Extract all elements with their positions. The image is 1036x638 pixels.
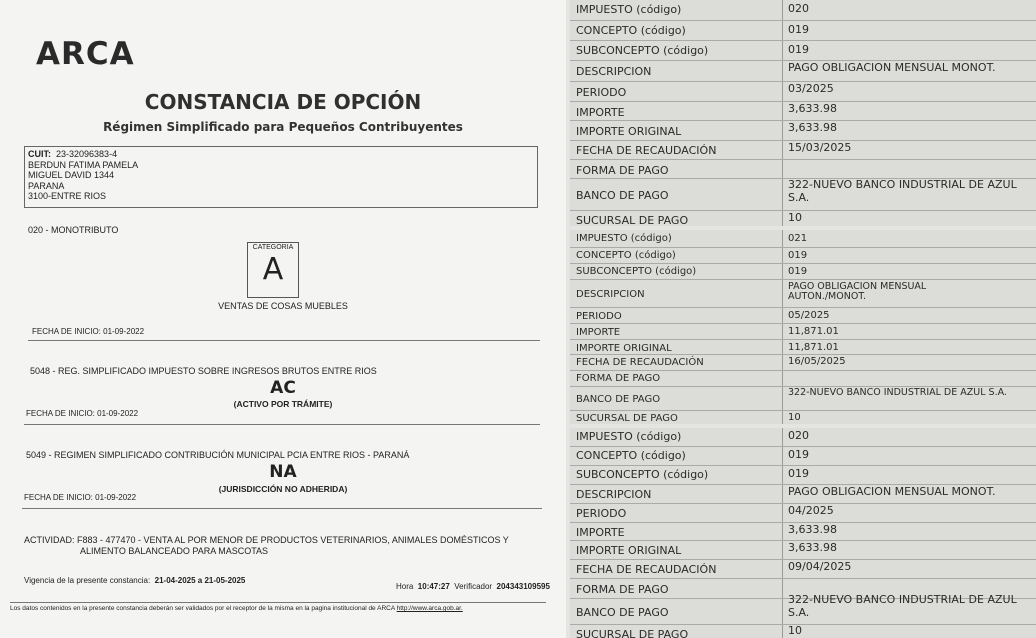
label-periodo: PERIODO <box>576 311 622 322</box>
label-subconcepto: SUBCONCEPTO (código) <box>576 44 709 57</box>
start-date-3: FECHA DE INICIO: 01-09-2022 <box>24 493 137 502</box>
hora-value: 10:47:27 <box>417 582 450 591</box>
document-title: CONSTANCIA DE OPCIÓN <box>144 90 422 114</box>
row-descripcion <box>570 484 1036 504</box>
label-periodo: PERIODO <box>576 86 627 99</box>
footer-note <box>10 605 463 612</box>
divider <box>24 424 540 425</box>
value-banco: 322-NUEVO BANCO INDUSTRIAL DE AZUL S.A. <box>788 593 1017 619</box>
row-concepto <box>570 247 1036 264</box>
value-sucursal: 10 <box>788 211 802 224</box>
row-fecha <box>570 140 1036 160</box>
payment-receipt-1 <box>570 0 1036 226</box>
label-impuesto: IMPUESTO (código) <box>576 3 682 16</box>
row-subconcepto <box>570 263 1036 280</box>
label-fecha: FECHA DE RECAUDACIÓN <box>576 357 704 368</box>
value-periodo: 03/2025 <box>788 82 834 95</box>
validity-value: 21-04-2025 a 21-05-2025 <box>154 576 246 585</box>
row-concepto <box>570 20 1036 41</box>
arca-logo: ARCA <box>36 36 135 72</box>
value-periodo: 04/2025 <box>788 504 834 517</box>
hora-verificador <box>396 582 550 591</box>
label-impuesto: IMPUESTO (código) <box>576 430 682 443</box>
value-impuesto: 021 <box>788 233 808 244</box>
start-date-2: FECHA DE INICIO: 01-09-2022 <box>26 409 139 418</box>
label-banco: BANCO DE PAGO <box>576 189 669 202</box>
verificador-value: 204343109595 <box>496 582 550 591</box>
row-importe-original <box>570 120 1036 141</box>
row-sucursal <box>570 210 1036 226</box>
taxpayer-city: PARANA <box>28 180 65 191</box>
value-banco: 322-NUEVO BANCO INDUSTRIAL DE AZUL S.A. <box>788 178 1017 204</box>
label-banco: BANCO DE PAGO <box>576 606 669 619</box>
row-importe <box>570 101 1036 121</box>
value-fecha: 09/04/2025 <box>788 560 852 573</box>
row-sucursal <box>570 624 1036 638</box>
row-importe-original <box>570 339 1036 355</box>
value-subconcepto: 019 <box>788 266 808 277</box>
label-importe-original: IMPORTE ORIGINAL <box>576 343 672 354</box>
label-importe: IMPORTE <box>576 526 625 539</box>
value-importe-original: 11,871.01 <box>788 342 839 353</box>
taxpayer-address: MIGUEL DAVID 1344 <box>28 170 115 180</box>
row-fecha <box>570 559 1036 579</box>
value-importe-original: 3,633.98 <box>788 541 837 554</box>
payment-receipt-2 <box>570 230 1036 424</box>
value-concepto: 019 <box>788 23 809 36</box>
label-concepto: CONCEPTO (código) <box>576 449 686 462</box>
regime-3-code: NA <box>269 462 297 482</box>
row-banco <box>570 178 1036 211</box>
row-impuesto <box>570 428 1036 446</box>
regime-2: 5048 - REG. SIMPLIFICADO IMPUESTO SOBRE INGRESOS BRUTOS ENTRE RIOS <box>30 366 377 376</box>
value-concepto: 019 <box>788 250 808 261</box>
label-descripcion: DESCRIPCION <box>576 488 652 501</box>
label-fecha: FECHA DE RECAUDACIÓN <box>576 144 717 157</box>
row-banco <box>570 593 1036 625</box>
value-fecha: 16/05/2025 <box>788 356 846 367</box>
value-fecha: 15/03/2025 <box>788 141 852 154</box>
row-periodo <box>570 81 1036 102</box>
row-importe <box>570 323 1036 340</box>
row-importe <box>570 522 1036 541</box>
label-concepto: CONCEPTO (código) <box>576 250 676 261</box>
label-impuesto: IMPUESTO (código) <box>576 233 672 244</box>
value-importe-original: 3,633.98 <box>788 121 837 134</box>
divider <box>22 508 542 509</box>
label-forma: FORMA DE PAGO <box>576 583 669 596</box>
value-banco: 322-NUEVO BANCO INDUSTRIAL DE AZUL S.A. <box>788 387 1007 398</box>
row-descripcion <box>570 60 1036 82</box>
category-value: A <box>262 252 284 287</box>
value-importe: 11,871.01 <box>788 326 839 337</box>
hora-label: Hora <box>396 582 414 591</box>
value-periodo: 05/2025 <box>788 310 830 321</box>
validity-label: Vigencia de la presente constancia: <box>24 576 151 585</box>
value-impuesto: 020 <box>788 2 809 15</box>
row-banco <box>570 386 1036 411</box>
regime-2-desc: (ACTIVO POR TRÁMITE) <box>233 399 333 409</box>
start-date-1: FECHA DE INICIO: 01-09-2022 <box>32 327 145 336</box>
validity <box>24 576 245 585</box>
value-importe: 3,633.98 <box>788 102 837 115</box>
taxpayer-box <box>24 146 538 208</box>
label-sucursal: SUCURSAL DE PAGO <box>576 628 689 638</box>
regime-label: 020 - MONOTRIBUTO <box>28 225 119 235</box>
cuit-label: CUIT: <box>28 149 51 159</box>
label-importe: IMPORTE <box>576 106 625 119</box>
footer-url[interactable]: http://www.arca.gob.ar. <box>396 605 463 612</box>
label-sucursal: SUCURSAL DE PAGO <box>576 413 678 424</box>
label-forma: FORMA DE PAGO <box>576 373 661 384</box>
category-box <box>247 242 299 298</box>
category-label: CATEGORIA <box>252 244 294 251</box>
value-sucursal: 10 <box>788 412 801 423</box>
row-subconcepto <box>570 40 1036 61</box>
row-periodo <box>570 503 1036 523</box>
cuit-value: 23-32096383-4 <box>56 149 118 159</box>
value-descripcion: PAGO OBLIGACION MENSUAL MONOT. <box>788 485 996 498</box>
activity-type: VENTAS DE COSAS MUEBLES <box>218 301 348 311</box>
row-forma <box>570 159 1036 179</box>
payment-receipt-3 <box>570 428 1036 638</box>
label-forma: FORMA DE PAGO <box>576 164 669 177</box>
label-fecha: FECHA DE RECAUDACIÓN <box>576 563 717 576</box>
taxpayer-province: 3100-ENTRE RIOS <box>28 191 107 201</box>
verificador-label: Verificador <box>454 582 493 591</box>
label-subconcepto: SUBCONCEPTO (código) <box>576 266 697 277</box>
value-subconcepto: 019 <box>788 43 809 56</box>
row-concepto <box>570 446 1036 466</box>
label-concepto: CONCEPTO (código) <box>576 24 686 37</box>
row-impuesto <box>570 230 1036 246</box>
row-impuesto <box>570 0 1036 19</box>
label-subconcepto: SUBCONCEPTO (código) <box>576 468 709 481</box>
value-impuesto: 020 <box>788 429 809 442</box>
label-periodo: PERIODO <box>576 507 627 520</box>
regime-3-desc: (JURISDICCIÓN NO ADHERIDA) <box>218 484 348 494</box>
value-descripcion: PAGO OBLIGACION MENSUAL AUTON./MONOT. <box>788 281 927 302</box>
divider <box>28 340 540 341</box>
value-importe: 3,633.98 <box>788 523 837 536</box>
value-concepto: 019 <box>788 448 809 461</box>
value-sucursal: 10 <box>788 624 802 637</box>
row-importe-original <box>570 540 1036 560</box>
label-importe: IMPORTE <box>576 327 621 338</box>
regime-2-code: AC <box>270 378 296 398</box>
row-subconcepto <box>570 465 1036 485</box>
label-banco: BANCO DE PAGO <box>576 394 661 405</box>
activity-line-2: ALIMENTO BALANCEADO PARA MASCOTAS <box>80 546 269 556</box>
value-descripcion: PAGO OBLIGACION MENSUAL MONOT. <box>788 61 996 74</box>
footer-text: Los datos contenidos en la presente constancia deberán ser validados por el receptor de la misma en la pagina institucional de ARCA <box>10 605 395 612</box>
taxpayer-name: BERDUN FATIMA PAMELA <box>28 159 139 170</box>
row-descripcion <box>570 279 1036 308</box>
row-sucursal <box>570 410 1036 424</box>
label-importe-original: IMPORTE ORIGINAL <box>576 125 682 138</box>
divider <box>10 602 546 603</box>
row-fecha <box>570 354 1036 371</box>
row-forma <box>570 370 1036 387</box>
label-sucursal: SUCURSAL DE PAGO <box>576 214 689 226</box>
document-subtitle: Régimen Simplificado para Pequeños Contribuyentes <box>103 120 463 134</box>
regime-3: 5049 - REGIMEN SIMPLIFICADO CONTRIBUCIÓN MUNICIPAL PCIA ENTRE RIOS - PARANÁ <box>26 450 410 460</box>
label-descripcion: DESCRIPCION <box>576 65 652 78</box>
value-subconcepto: 019 <box>788 467 809 480</box>
label-importe-original: IMPORTE ORIGINAL <box>576 544 682 557</box>
row-periodo <box>570 307 1036 324</box>
label-descripcion: DESCRIPCION <box>576 289 645 300</box>
activity-line-1: ACTIVIDAD: F883 - 477470 - VENTA AL POR MENOR DE PRODUCTOS VETERINARIOS, ANIMALES DOMÉSTICOS Y <box>24 535 509 545</box>
